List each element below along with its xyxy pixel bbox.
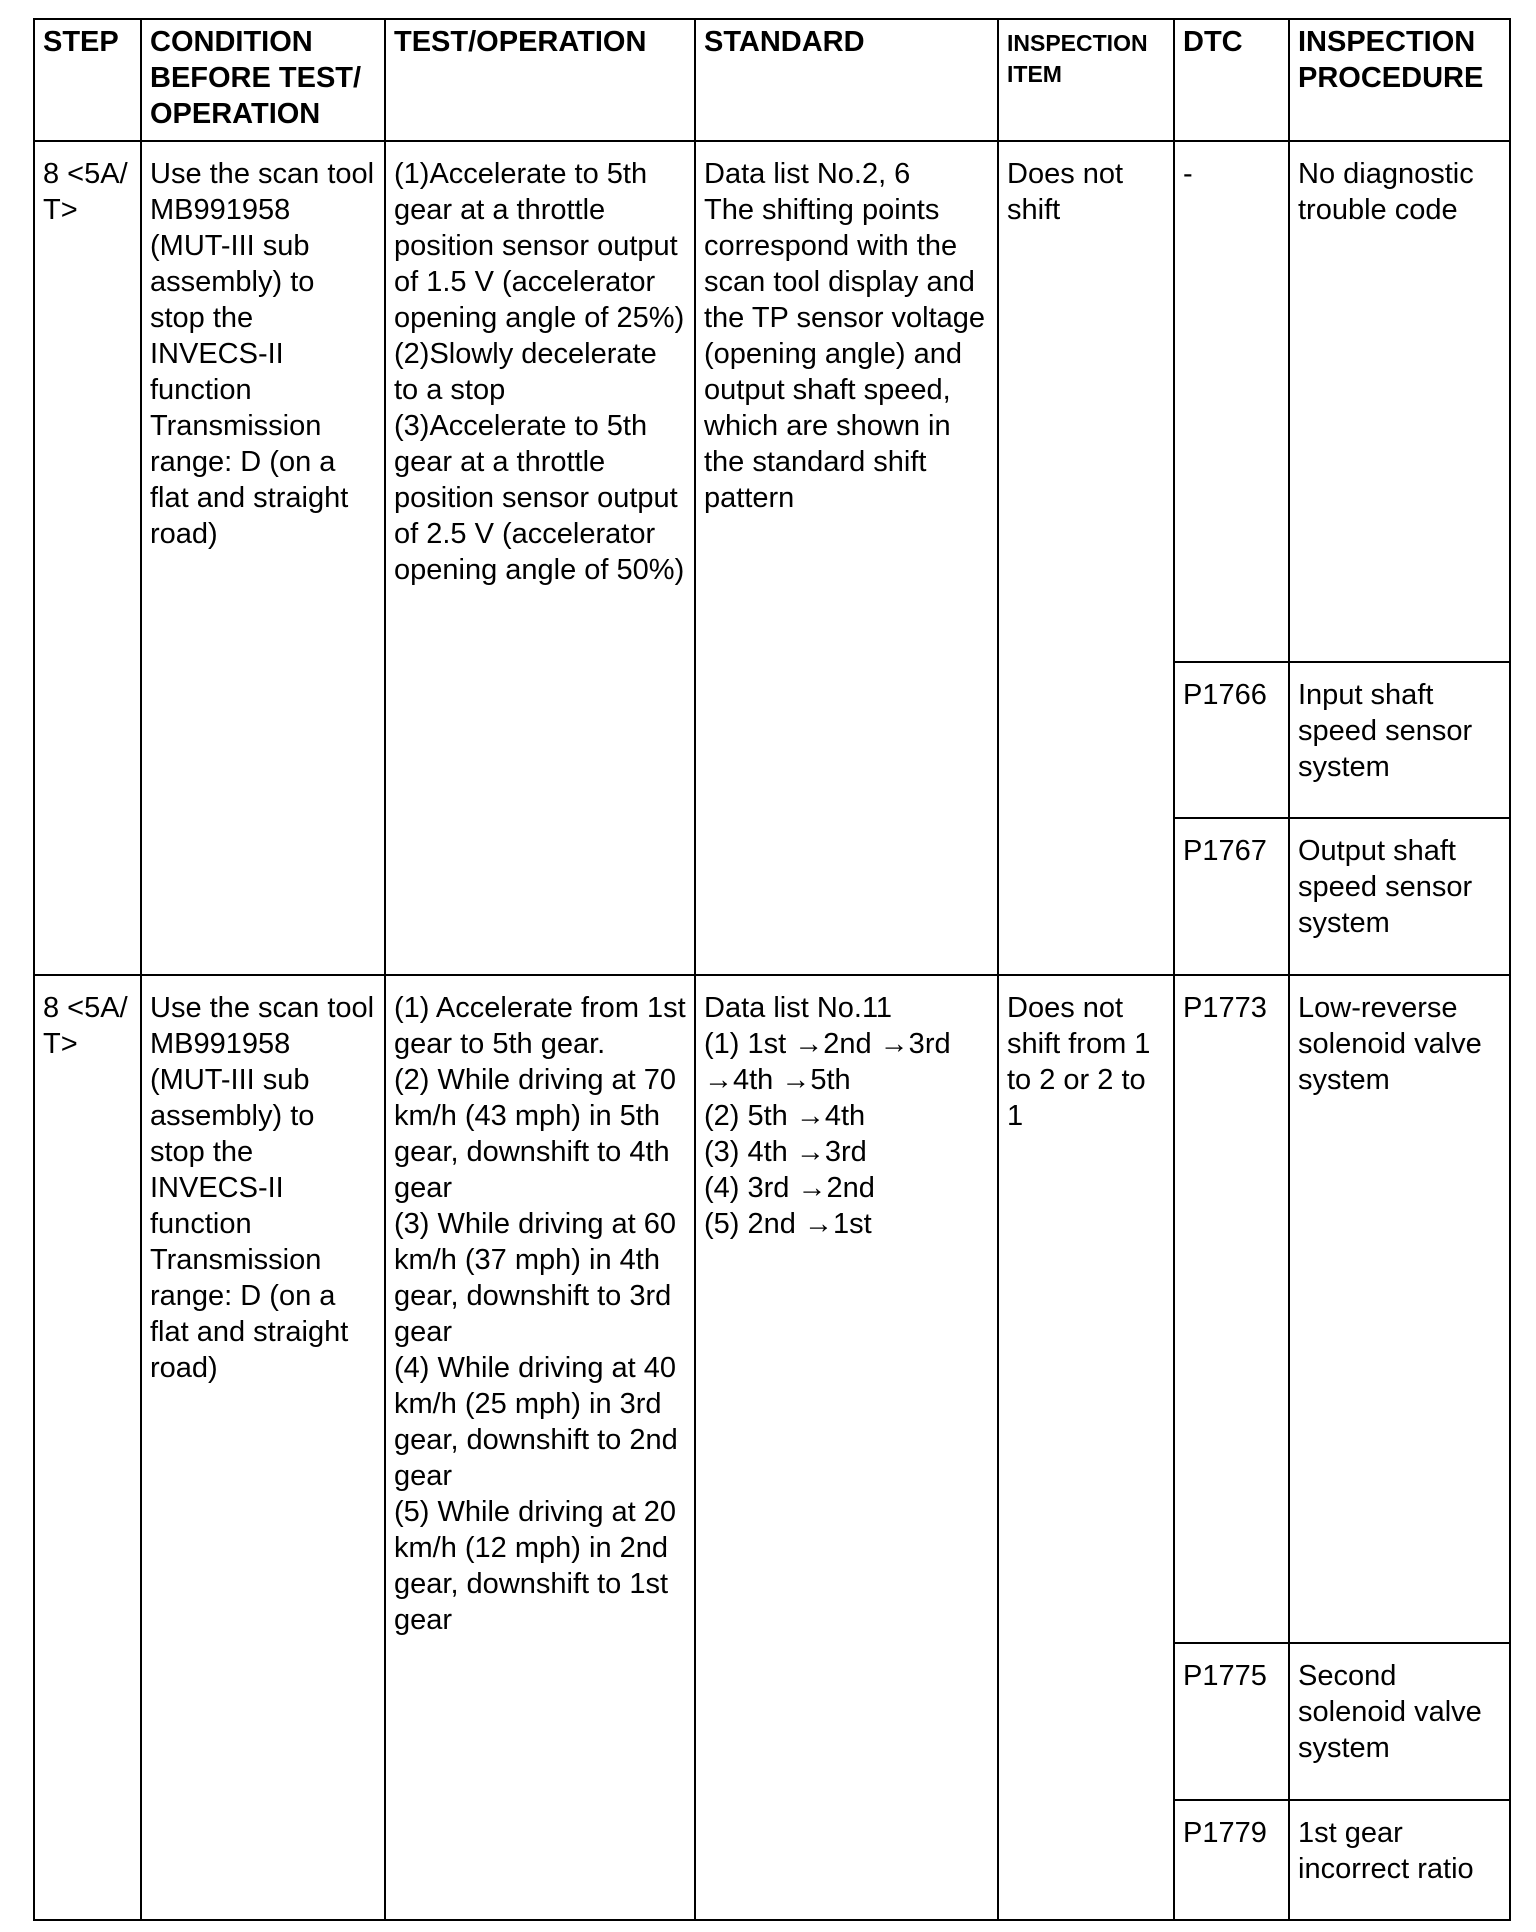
table-row xyxy=(34,975,1510,1643)
procedure-cell: Low-reverse solenoid valve system xyxy=(1289,975,1510,1643)
header-inspection-item: INSPECTION ITEM xyxy=(998,19,1174,141)
header-dtc: DTC xyxy=(1174,19,1289,141)
standard-cell: Data list No.2, 6 The shifting points correspond with the scan tool display and the TP sensor voltage (opening angle) and output shaft speed, which are shown in the standard shift pattern xyxy=(695,141,998,975)
procedure-cell: 1st gear incorrect ratio xyxy=(1289,1800,1510,1920)
step-cell: 8 <5A/ T> xyxy=(34,141,141,975)
procedure-cell: No diagnostic trouble code xyxy=(1289,141,1510,662)
procedure-cell: Output shaft speed sensor system xyxy=(1289,818,1510,975)
header-standard: STANDARD xyxy=(695,19,998,141)
dtc-cell: P1767 xyxy=(1174,818,1289,975)
step-cell: 8 <5A/ T> xyxy=(34,975,141,1920)
table-row xyxy=(34,141,1510,662)
header-test-operation: TEST/OPERATION xyxy=(385,19,695,141)
dtc-cell: P1779 xyxy=(1174,1800,1289,1920)
test-operation-cell: (1) Accelerate from 1st gear to 5th gear. (2) While driving at 70 km/h (43 mph) in 5th gear, downshift to 4th gear (3) While driving at 60 km/h (37 mph) in 4th gear, downshift to 3rd gear (4) While driving at 40 km/h (25 mph) in 3rd gear, downshift to 2nd gear (5) While driving at 20 km/h (12 mph) in 2nd gear, downshift to 1st gear xyxy=(385,975,695,1920)
inspection-table xyxy=(33,18,1511,1921)
condition-cell: Use the scan tool MB991958 (MUT-III sub assembly) to stop the INVECS-II function Transmission range: D (on a flat and straight road) xyxy=(141,975,385,1920)
dtc-cell: - xyxy=(1174,141,1289,662)
header-inspection-procedure: INSPECTION PROCEDURE xyxy=(1289,19,1510,141)
dtc-cell: P1766 xyxy=(1174,662,1289,818)
condition-cell: Use the scan tool MB991958 (MUT-III sub assembly) to stop the INVECS-II function Transmission range: D (on a flat and straight road) xyxy=(141,141,385,975)
header-condition: CONDITION BEFORE TEST/ OPERATION xyxy=(141,19,385,141)
inspection-item-cell: Does not shift from 1 to 2 or 2 to 1 xyxy=(998,975,1174,1920)
dtc-cell: P1773 xyxy=(1174,975,1289,1643)
test-operation-cell: (1)Accelerate to 5th gear at a throttle position sensor output of 1.5 V (accelerator opening angle of 25%) (2)Slowly decelerate to a stop (3)Accelerate to 5th gear at a throttle position sensor output of 2.5 V (accelerator opening angle of 50%) xyxy=(385,141,695,975)
dtc-cell: P1775 xyxy=(1174,1643,1289,1800)
inspection-item-cell: Does not shift xyxy=(998,141,1174,975)
procedure-cell: Input shaft speed sensor system xyxy=(1289,662,1510,818)
header-row xyxy=(34,19,1510,141)
procedure-cell: Second solenoid valve system xyxy=(1289,1643,1510,1800)
header-step: STEP xyxy=(34,19,141,141)
standard-cell: Data list No.11 (1) 1st →2nd →3rd →4th →5th (2) 5th →4th (3) 4th →3rd (4) 3rd →2nd (5) 2nd →1st xyxy=(695,975,998,1920)
